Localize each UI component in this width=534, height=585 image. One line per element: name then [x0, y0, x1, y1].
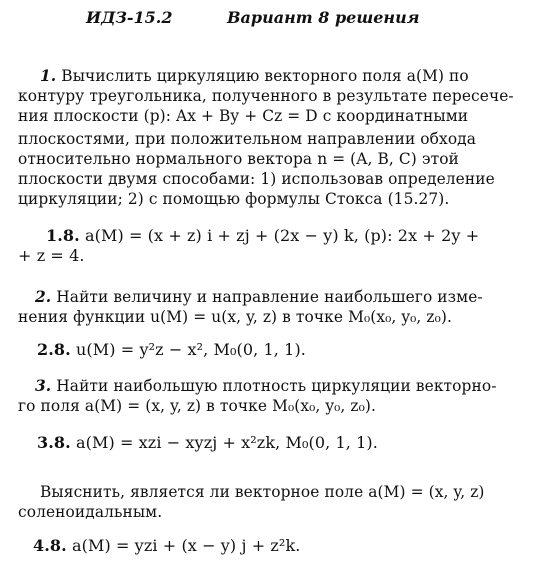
task-4-line-2: соленоидальным.: [18, 503, 163, 521]
task-2-number: 2.: [35, 288, 52, 306]
task-3-line-1: [35, 376, 497, 396]
task-2-line-1: [35, 287, 483, 307]
item-3-8-number: 3.8.: [37, 433, 71, 452]
task-1-line-3: ния плоскости (p): Ax + By + Cz = D с координатными: [18, 107, 469, 125]
task-1-line-7: циркуляции; 2) с помощью формулы Стокса (15.27).: [18, 190, 450, 208]
header-left: ИДЗ-15.2: [86, 8, 173, 27]
task-3-line-1-text: Найти наибольшую плотность циркуляции векторно-: [56, 377, 497, 395]
header-right: Вариант 8 решения: [227, 8, 420, 27]
item-1-8-number: 1.8.: [46, 226, 80, 245]
task-1-line-6: плоскости двумя способами: 1) использовав определение: [18, 170, 495, 188]
item-4-8: [33, 536, 300, 556]
task-3-line-2: го поля a(M) = (x, y, z) в точке M₀(x₀, y₀, z₀).: [18, 397, 376, 415]
task-1-line-1: [40, 66, 469, 86]
task-1-number: 1.: [40, 67, 57, 85]
item-2-8-formula: u(M) = y²z − x², M₀(0, 1, 1).: [76, 340, 306, 359]
item-2-8: [37, 340, 306, 360]
item-1-8-formula: a(M) = (x + z) i + zj + (2x − y) k, (p): 2x + 2y +: [85, 226, 480, 245]
item-1-8-line-1: [46, 226, 479, 246]
task-2-line-2: нения функции u(M) = u(x, y, z) в точке M₀(x₀, y₀, z₀).: [18, 308, 452, 326]
item-3-8: [37, 433, 378, 453]
item-4-8-formula: a(M) = yzi + (x − y) j + z²k.: [72, 536, 301, 555]
item-1-8-line-2: + z = 4.: [18, 246, 85, 265]
item-2-8-number: 2.8.: [37, 340, 71, 359]
task-1-line-1-text: Вычислить циркуляцию векторного поля a(M) по: [61, 67, 469, 85]
task-1-line-5: относительно нормального вектора n = (A, B, C) этой: [18, 150, 459, 168]
item-4-8-number: 4.8.: [33, 536, 67, 555]
task-4-line-1: Выяснить, является ли векторное поле a(M) = (x, y, z): [40, 483, 485, 501]
item-3-8-formula: a(M) = xzi − xyzj + x²zk, M₀(0, 1, 1).: [76, 433, 378, 452]
task-1-line-2: контуру треугольника, полученного в результате пересече-: [18, 87, 514, 105]
task-3-number: 3.: [35, 377, 52, 395]
task-2-line-1-text: Найти величину и направление наибольшего изме-: [56, 288, 483, 306]
task-1-line-4: плоскостями, при положительном направлении обхода: [18, 130, 477, 148]
